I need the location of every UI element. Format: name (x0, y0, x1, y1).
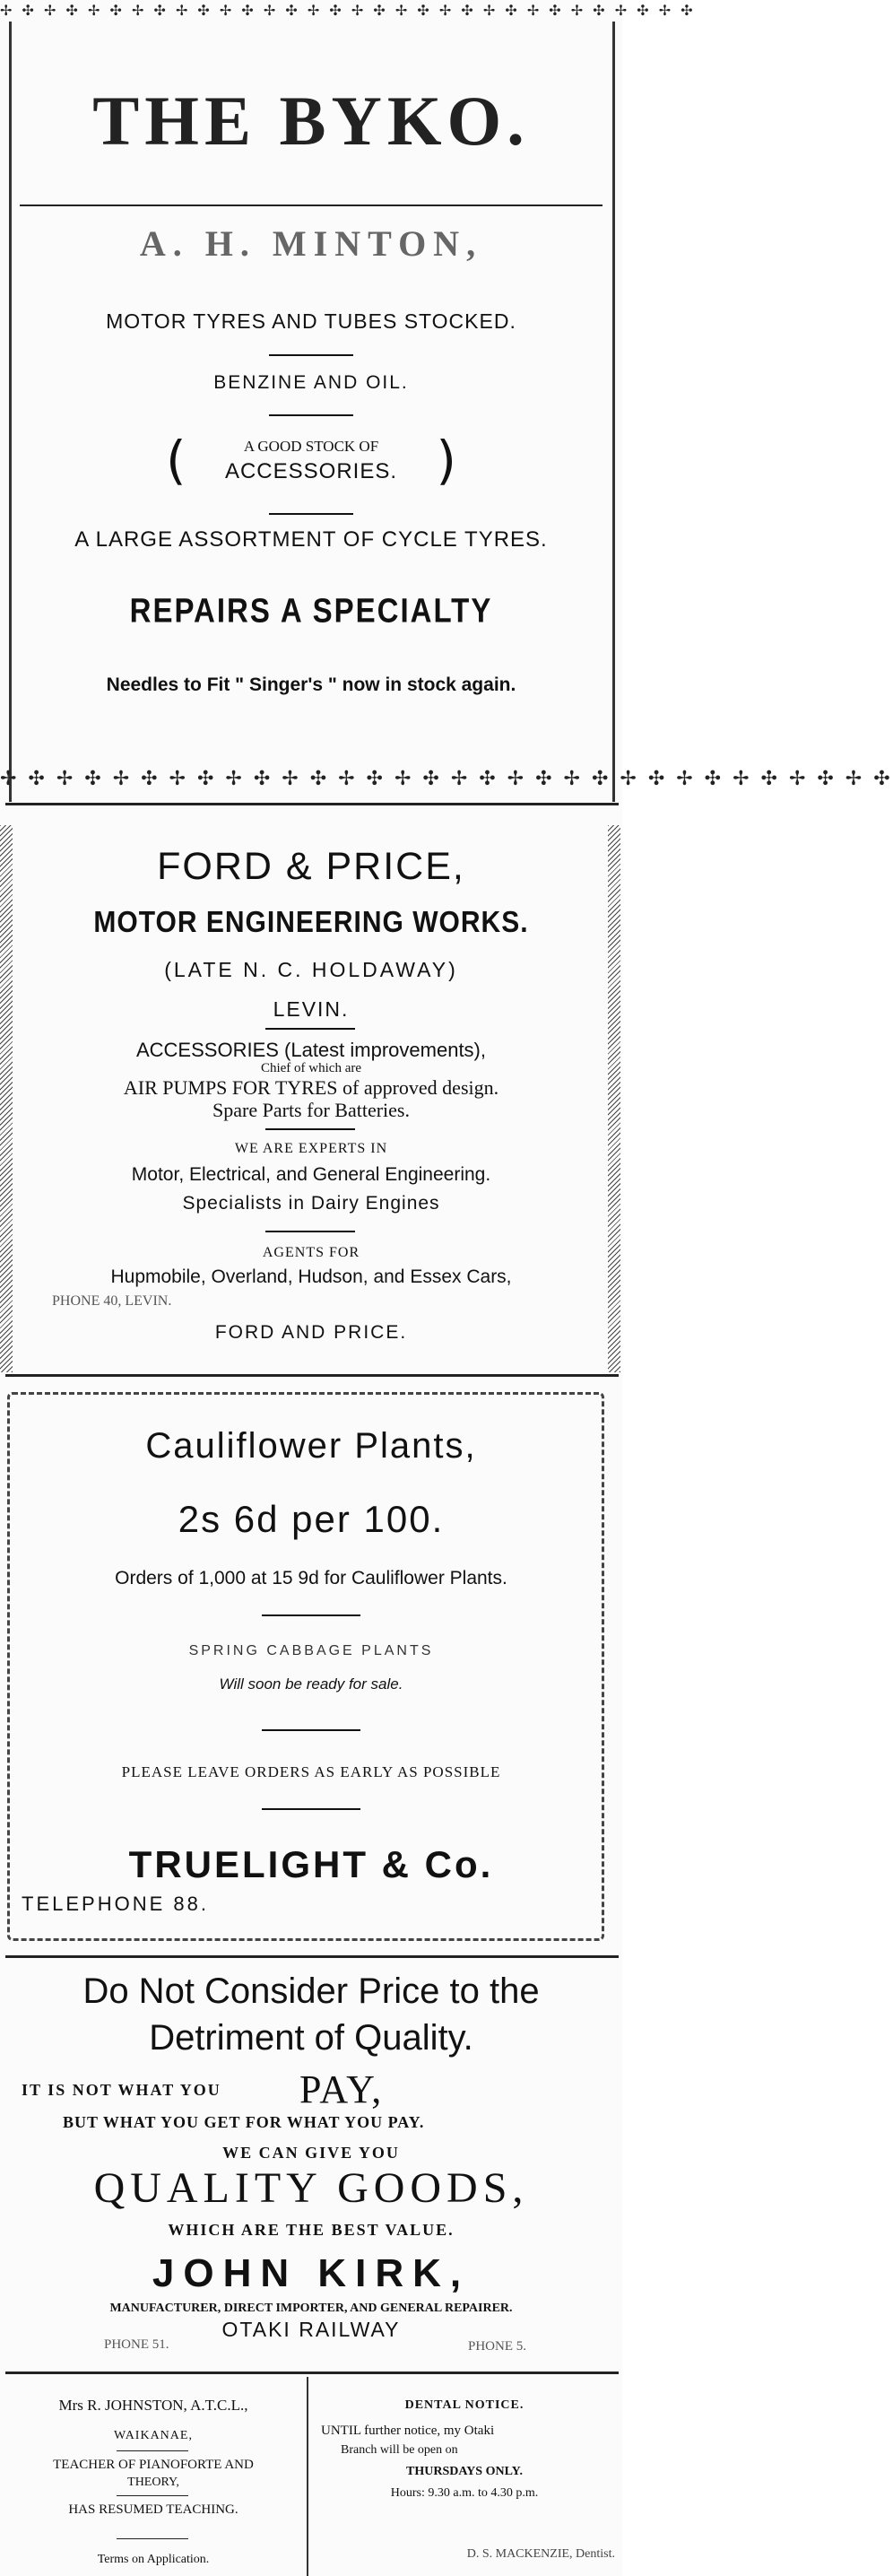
ford-chief-line: Chief of which are (260, 1061, 362, 1075)
ford-subtitle: MOTOR ENGINEERING WORKS. (93, 906, 529, 939)
johnston-name: Mrs R. JOHNSTON, A.T.C.L., (58, 2397, 248, 2414)
truelight-bottom-rule (5, 1955, 619, 1958)
byko-needles-line: Needles to Fit " Singer's " now in stock again. (106, 674, 516, 695)
ford-engineering-line: Motor, Electrical, and General Engineering. (131, 1164, 491, 1185)
byko-cycle-tyres-line: A LARGE ASSORTMENT OF CYCLE TYRES. (74, 527, 548, 552)
johnston-rule (117, 2538, 188, 2539)
dental-signature: D. S. MACKENZIE, Dentist. (466, 2547, 615, 2561)
truelight-rule (262, 1808, 360, 1810)
ford-rule (265, 1128, 355, 1130)
truelight-price: 2s 6d per 100. (178, 1498, 445, 1540)
top-fleuron-border: ✢ ✣ ✢ ✣ ✢ ✣ ✢ ✣ ✢ ✣ ✢ ✣ ✢ ✣ ✢ ✣ ✢ ✣ ✢ ✣ ✢ ✣ ✢ ✣ ✢ ✣ ✢ ✣ ✢ ✣ ✢ ✣ (0, 2, 696, 19)
ford-title: FORD & PRICE, (157, 845, 465, 888)
kirk-we-can-line: WE CAN GIVE YOU (222, 2144, 400, 2162)
kirk-phone-right: PHONE 5. (468, 2339, 527, 2354)
kirk-headline-line2: Detriment of Quality. (149, 2018, 473, 2058)
johnston-rule (117, 2495, 188, 2496)
kirk-but-what-line: BUT WHAT YOU GET FOR WHAT YOU PAY. (63, 2113, 425, 2131)
johnston-teacher-line2: THEORY, (127, 2476, 179, 2489)
johnston-rule (117, 2450, 188, 2451)
truelight-telephone: TELEPHONE 88. (22, 1893, 209, 1915)
ford-spare-line: Spare Parts for Batteries. (212, 1099, 410, 1121)
byko-title: THE BYKO. (92, 82, 530, 160)
kirk-trade-line: MANUFACTURER, DIRECT IMPORTER, AND GENERAL REPAIRER. (109, 2302, 513, 2315)
kirk-headline-line1: Do Not Consider Price to the (82, 1971, 540, 2011)
truelight-orders-line: Orders of 1,000 at 15 9d for Cauliflower Plants. (115, 1568, 507, 1588)
truelight-ready-line: Will soon be ready for sale. (219, 1675, 403, 1693)
ford-phone-line: PHONE 40, LEVIN. (52, 1293, 172, 1309)
byko-stock-line: A GOOD STOCK OF (243, 438, 379, 455)
dental-days-line: THURSDAYS ONLY. (406, 2465, 523, 2478)
byko-bottom-fleuron-border: ✢ ✣ ✢ ✣ ✢ ✣ ✢ ✣ ✢ ✣ ✢ ✣ ✢ ✣ ✢ ✣ ✢ ✣ ✢ ✣ ✢ ✣ ✢ ✣ ✢ ✣ ✢ ✣ ✢ ✣ ✢ ✣ (0, 768, 893, 790)
dental-title: DENTAL NOTICE. (404, 2398, 525, 2412)
truelight-title: Cauliflower Plants, (145, 1426, 477, 1466)
byko-accessories-bracket (166, 429, 456, 500)
truelight-please-line: PLEASE LEAVE ORDERS AS EARLY AS POSSIBLE (121, 1763, 501, 1780)
johnston-terms-line: Terms on Application. (97, 2553, 210, 2566)
ford-agents-line: AGENTS FOR (262, 1245, 360, 1260)
dental-body-line2: Branch will be open on (341, 2443, 458, 2457)
truelight-rule (262, 1614, 360, 1616)
kirk-name: JOHN KIRK, (152, 2251, 471, 2295)
byko-tyres-line: MOTOR TYRES AND TUBES STOCKED. (106, 309, 516, 333)
close-paren-glyph: ) (436, 430, 456, 491)
byko-rule (269, 354, 353, 356)
johnston-resumed-line: HAS RESUMED TEACHING. (68, 2502, 238, 2517)
truelight-spring-line: SPRING CABBAGE PLANTS (188, 1643, 434, 1658)
ford-rule (265, 1231, 355, 1232)
byko-benzine-line: BENZINE AND OIL. (213, 372, 409, 393)
johnston-town: WAIKANAE, (114, 2429, 193, 2442)
ford-bottom-rule (5, 1374, 619, 1377)
kirk-quality-line: QUALITY GOODS, (93, 2164, 529, 2212)
truelight-rule (262, 1729, 360, 1731)
byko-bottom-rule (5, 803, 619, 805)
byko-rule (269, 513, 353, 515)
kirk-phone-left: PHONE 51. (104, 2337, 169, 2352)
byko-repairs-line: REPAIRS A SPECIALTY (129, 591, 493, 630)
open-paren-glyph: ( (166, 430, 186, 491)
column-divider (307, 2377, 308, 2576)
kirk-not-what-line: IT IS NOT WHAT YOU (22, 2081, 221, 2099)
ford-cars-line: Hupmobile, Overland, Hudson, and Essex Cars, (110, 1266, 512, 1287)
dental-hours-line: Hours: 9.30 a.m. to 4.30 p.m. (390, 2486, 539, 2500)
byko-business-name: A. H. MINTON, (139, 223, 483, 264)
kirk-best-value-line: WHICH ARE THE BEST VALUE. (168, 2221, 455, 2239)
johnston-teacher-line1: TEACHER OF PIANOFORTE AND (53, 2458, 254, 2472)
ford-experts-line: WE ARE EXPERTS IN (234, 1141, 388, 1156)
ford-signature: FORD AND PRICE. (214, 1322, 408, 1343)
ford-dairy-line: Specialists in Dairy Engines (182, 1193, 440, 1214)
ford-late-line: (LATE N. C. HOLDAWAY) (164, 958, 458, 981)
kirk-place-line: OTAKI RAILWAY (221, 2318, 401, 2341)
kirk-bottom-rule (5, 2371, 619, 2374)
byko-accessories-line: ACCESSORIES. (224, 459, 398, 483)
dental-body-line1: UNTIL further notice, my Otaki (321, 2424, 495, 2438)
byko-title-rule (20, 205, 603, 206)
truelight-company-name: TRUELIGHT & Co. (128, 1843, 494, 1885)
ford-rule (265, 1028, 355, 1030)
kirk-pay-word: PAY, (299, 2067, 384, 2111)
ford-pumps-line: AIR PUMPS FOR TYRES of approved design. (123, 1076, 499, 1099)
ford-town: LEVIN. (273, 997, 350, 1021)
ford-accessories-line: ACCESSORIES (Latest improvements), (135, 1039, 486, 1061)
byko-rule (269, 414, 353, 416)
